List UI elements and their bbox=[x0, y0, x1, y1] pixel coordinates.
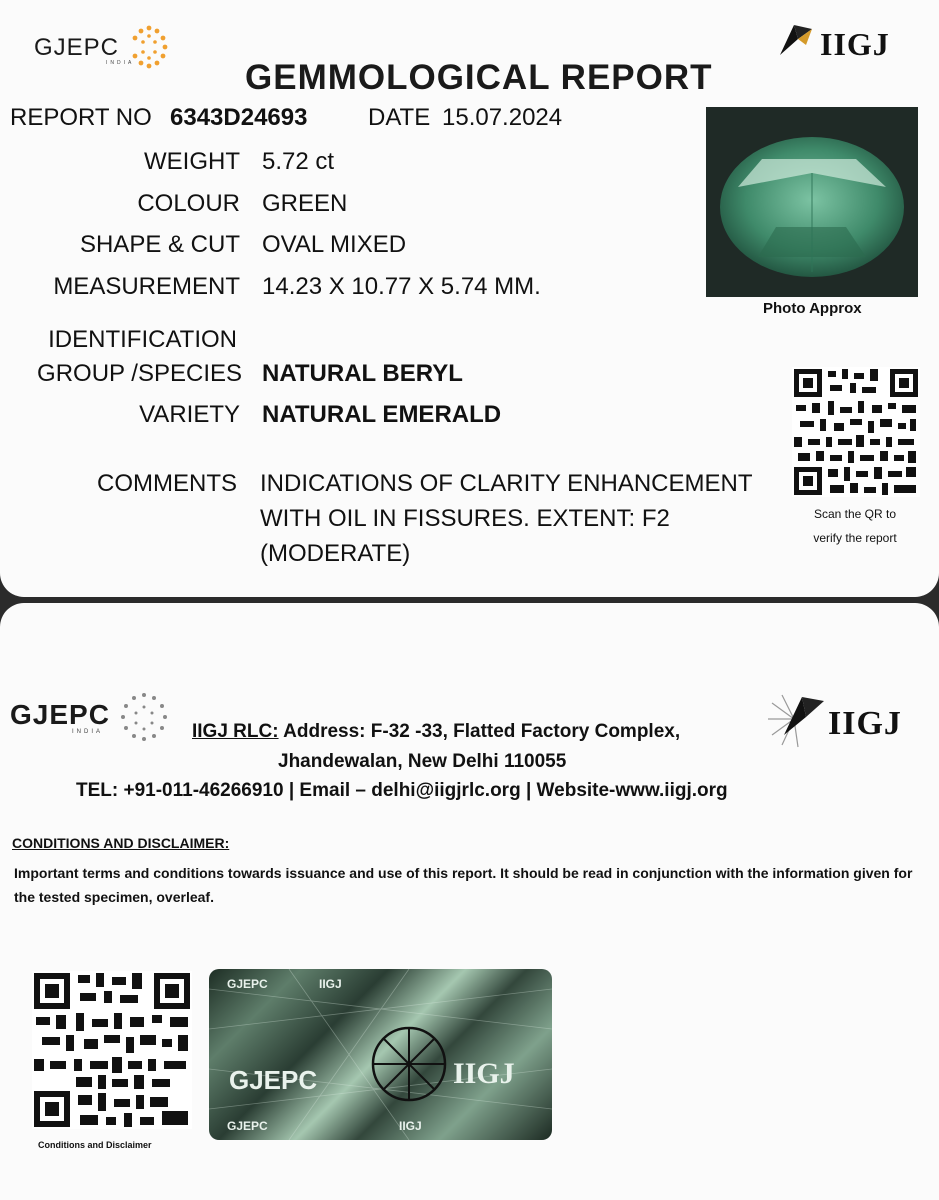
date-label: DATE bbox=[368, 104, 431, 131]
hologram-text-iigj-bottom: IIGJ bbox=[399, 1119, 422, 1133]
report-no-value: 6343D24693 bbox=[170, 104, 308, 131]
report-front-card bbox=[0, 0, 939, 597]
conditions-qr-code[interactable] bbox=[32, 971, 192, 1129]
report-no-label: REPORT NO bbox=[10, 104, 152, 131]
address-line-1-text: Address: F-32 -33, Flatted Factory Complex, bbox=[278, 721, 681, 742]
weight-value: 5.72 ct bbox=[262, 148, 335, 175]
variety-label: VARIETY bbox=[139, 401, 240, 428]
gjepc-logo bbox=[34, 34, 177, 74]
hologram-text-gjepc-top: GJEPC bbox=[227, 977, 268, 991]
hologram-text-iigj-top: IIGJ bbox=[319, 977, 342, 991]
colour-label: COLOUR bbox=[137, 190, 240, 217]
hologram-text-gjepc-main: GJEPC bbox=[229, 1065, 318, 1095]
gemstone-photo bbox=[706, 107, 918, 297]
iigj-logo bbox=[776, 14, 890, 63]
qr-caption-line-2: verify the report bbox=[813, 531, 897, 545]
shape-cut-label: SHAPE & CUT bbox=[79, 231, 240, 258]
gjepc-logo-back-subtext: INDIA bbox=[72, 729, 104, 735]
security-hologram bbox=[209, 969, 552, 1140]
hologram-text-iigj-main: IIGJ bbox=[453, 1057, 515, 1090]
gjepc-logo-back-text: GJEPC bbox=[10, 699, 110, 730]
report-back-card bbox=[0, 603, 939, 1200]
weight-label: WEIGHT bbox=[144, 148, 240, 175]
iigj-emblem-icon bbox=[776, 19, 816, 59]
gjepc-sunburst-icon bbox=[114, 689, 174, 749]
gjepc-logo-subtext: INDIA bbox=[106, 60, 135, 66]
conditions-qr-caption: Conditions and Disclaimer bbox=[38, 1140, 152, 1150]
colour-value: GREEN bbox=[262, 190, 348, 217]
address-prefix: IIGJ RLC: bbox=[192, 721, 279, 742]
comments-line-1: INDICATIONS OF CLARITY ENHANCEMENT bbox=[260, 470, 753, 497]
contact-line: TEL: +91-011-46266910 | Email – delhi@iigjrlc.org | Website-www.iigj.org bbox=[76, 780, 728, 801]
iigj-logo-back bbox=[764, 689, 902, 751]
group-species-value: NATURAL BERYL bbox=[262, 360, 463, 387]
photo-caption: Photo Approx bbox=[763, 300, 862, 317]
gjepc-sunburst-icon bbox=[121, 22, 177, 74]
conditions-text: Important terms and conditions towards issuance and use of this report. It should be read in conjunction with the information given for the tested specimen, overleaf. bbox=[14, 865, 913, 905]
conditions-heading: CONDITIONS AND DISCLAIMER: bbox=[12, 835, 230, 851]
emerald-gem-icon bbox=[706, 107, 918, 297]
iigj-logo-text: IIGJ bbox=[820, 26, 890, 62]
address-line-2: Jhandewalan, New Delhi 110055 bbox=[278, 751, 567, 772]
hologram-text-gjepc-bottom: GJEPC bbox=[227, 1119, 268, 1133]
comments-label: COMMENTS bbox=[97, 470, 237, 497]
gjepc-logo-back bbox=[10, 699, 174, 749]
variety-value: NATURAL EMERALD bbox=[262, 401, 502, 428]
report-title: GEMMOLOGICAL REPORT bbox=[245, 58, 713, 97]
address-line-1 bbox=[192, 721, 680, 743]
verify-qr-code[interactable] bbox=[792, 367, 920, 497]
comments-line-3: (MODERATE) bbox=[260, 540, 411, 567]
group-species-label: GROUP /SPECIES bbox=[37, 360, 242, 387]
shape-cut-value: OVAL MIXED bbox=[262, 231, 407, 258]
qr-caption bbox=[790, 502, 920, 550]
hologram-pattern-icon bbox=[209, 969, 552, 1140]
iigj-emblem-icon bbox=[764, 689, 826, 751]
measurement-label: MEASUREMENT bbox=[53, 273, 240, 300]
gjepc-logo-text: GJEPC bbox=[34, 34, 120, 61]
qr-caption-line-1: Scan the QR to bbox=[813, 507, 897, 521]
comments-line-2: WITH OIL IN FISSURES. EXTENT: F2 bbox=[260, 505, 670, 532]
measurement-value: 14.23 X 10.77 X 5.74 MM. bbox=[262, 273, 541, 300]
identification-label: IDENTIFICATION bbox=[48, 326, 237, 353]
iigj-logo-back-text: IIGJ bbox=[828, 705, 902, 742]
date-value: 15.07.2024 bbox=[442, 104, 563, 131]
